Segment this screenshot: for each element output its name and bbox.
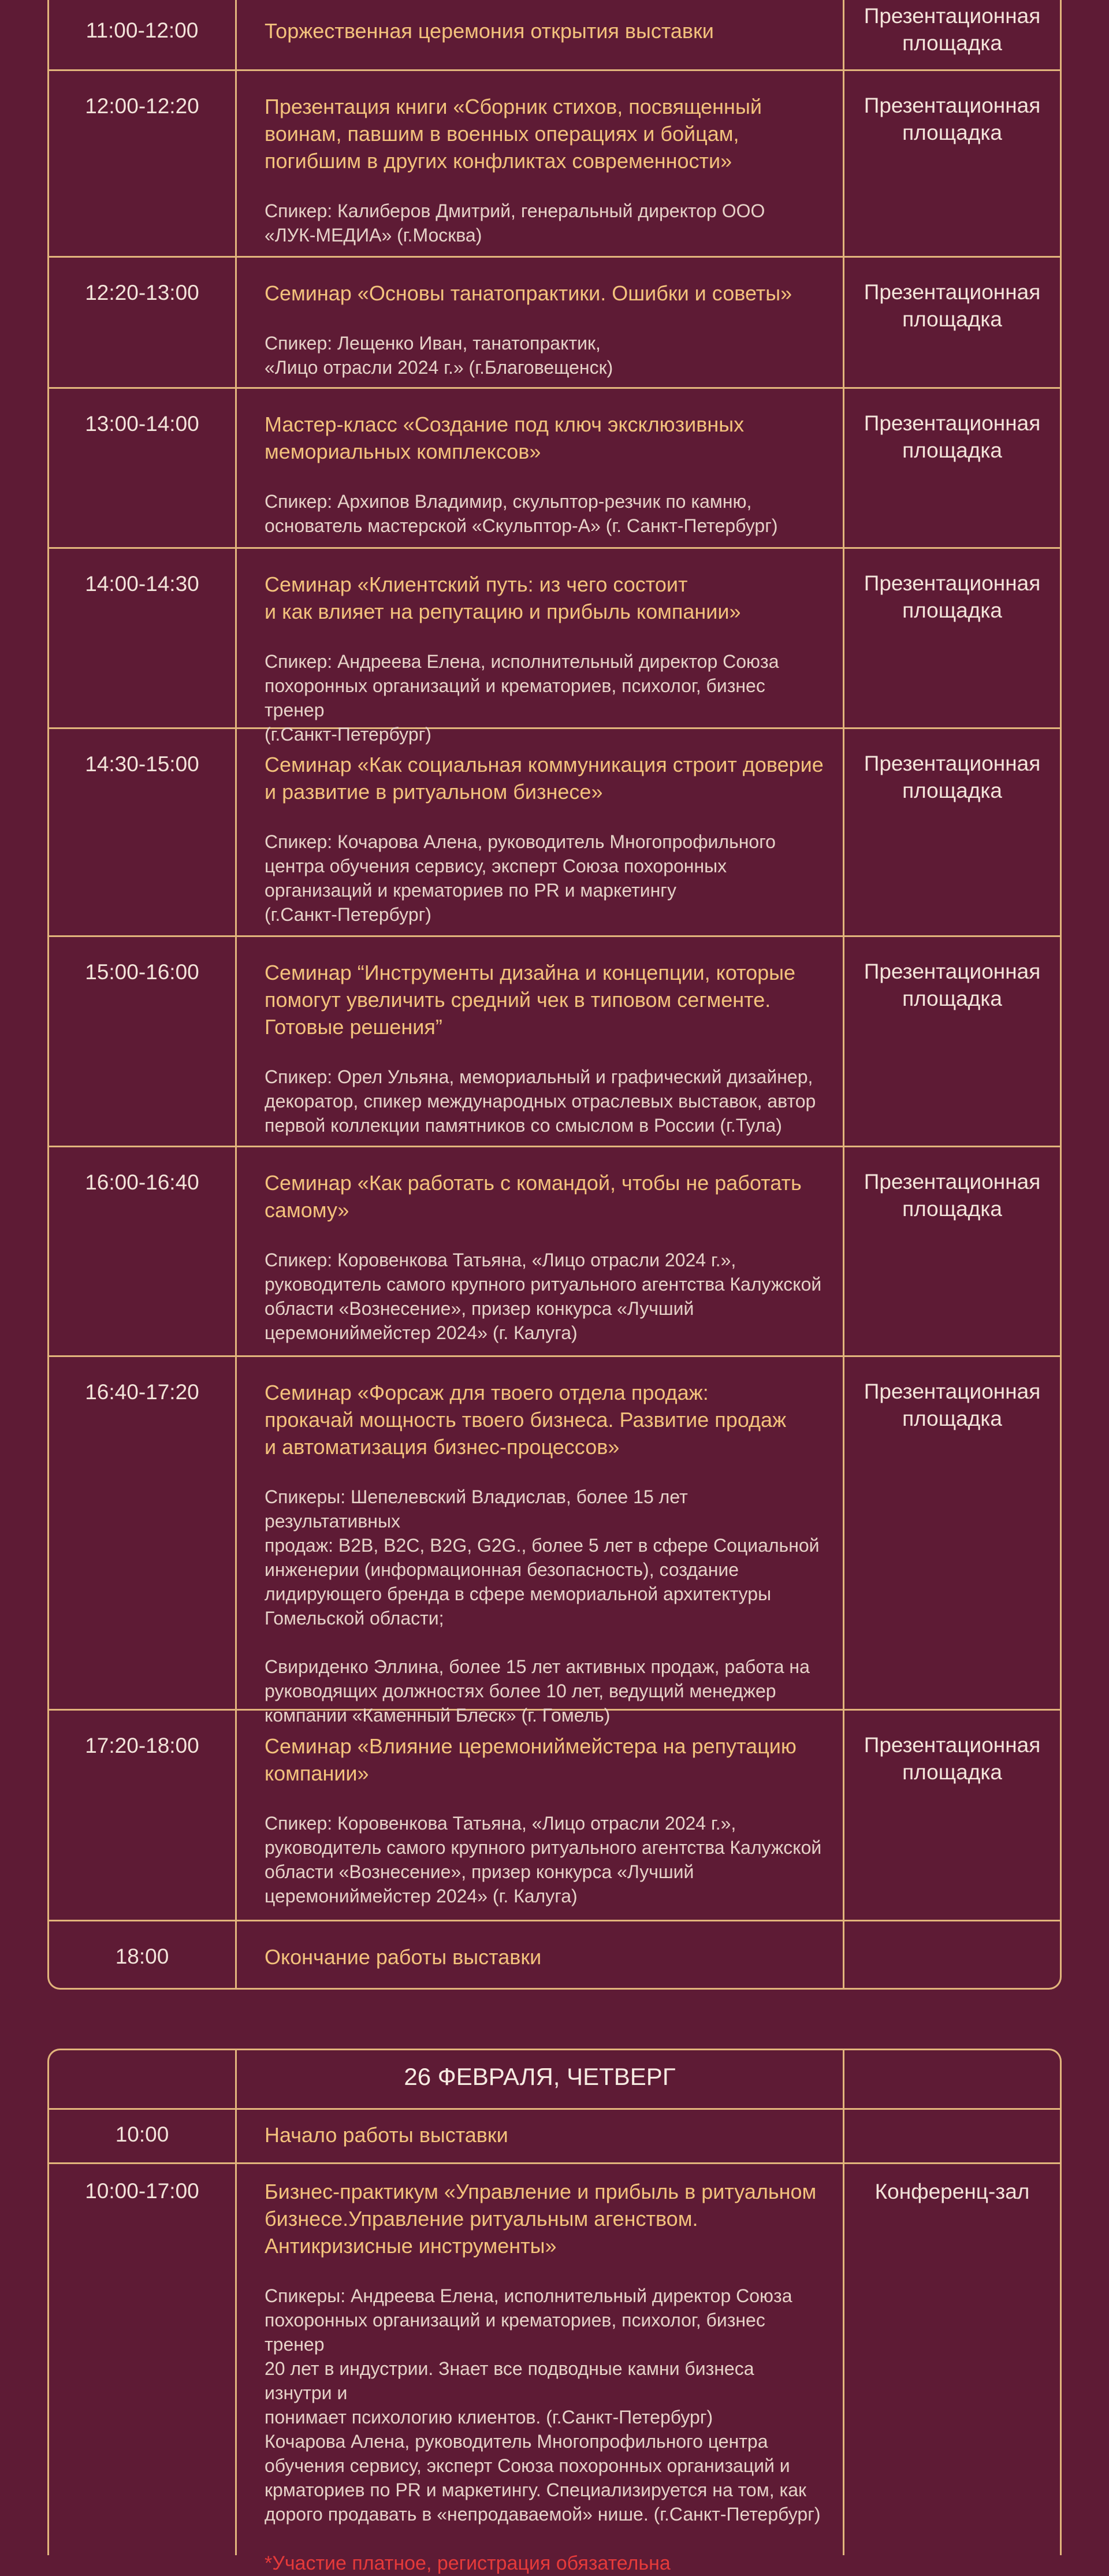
session-time: 10:00-17:00 xyxy=(49,2164,237,2555)
session-title: Мастер-класс «Создание под ключ эксклюзивных мемориальных комплексов» xyxy=(265,412,745,463)
schedule-row xyxy=(49,2162,1060,2574)
session-speaker: Спикер: Лещенко Иван, танатопрактик, «Лицо отрасли 2024 г.» (г.Благовещенск) xyxy=(265,333,613,378)
day1-schedule-table xyxy=(47,0,1062,1990)
registration-notice: *Участие платное, регистрация обязательна xyxy=(265,2552,671,2574)
schedule-row xyxy=(49,1355,1060,1726)
session-title: Семинар «Форсаж для твоего отдела продаж: прокачай мощность твоего бизнеса. Развитие продаж и автоматизация бизнес-процессов» xyxy=(265,1381,787,1459)
schedule-row xyxy=(49,69,1060,256)
session-venue: Презентационная площадка xyxy=(864,960,1041,1010)
session-time: 15:00-16:00 xyxy=(49,937,237,1146)
schedule-row xyxy=(49,256,1060,387)
session-venue: Презентационная площадка xyxy=(864,752,1041,802)
session-title: Семинар “Инструменты дизайна и концепции, которые помогут увеличить средний чек в типовом сегменте. Готовые решения” xyxy=(265,961,796,1039)
session-speaker: Спикер: Коровенкова Татьяна, «Лицо отрасли 2024 г.», руководитель самого крупного ритуального агентства Калужской области «Вознесение», призер конкурса «Лучший церемониймейстер 2024» (г. Калуга) xyxy=(265,1250,822,1343)
session-time: 17:20-18:00 xyxy=(49,1711,237,1920)
session-speaker: Спикеры: Шепелевский Владислав, более 15 лет результативных продаж: B2B, B2C, B2G, G2G., более 5 лет в сфере Социальной инженерии (информационная безопасность), создание лидирующего бренда в сфере мемориальной архитектуры Гомельской области; Свириденко Эллина, более 15 лет активных продаж, работа на руководящих должностях более 10 лет, ведущий менеджер компании «Каменный Блеск» (г. Гомель) xyxy=(265,1486,820,1726)
session-venue: Презентационная площадка xyxy=(864,1380,1041,1430)
schedule-row xyxy=(49,0,1060,69)
session-time: 11:00-12:00 xyxy=(49,0,237,69)
session-speaker: Спикер: Архипов Владимир, скульптор-резчик по камню, основатель мастерской «Скульптор-А» (г. Санкт-Петербург) xyxy=(265,491,778,536)
session-time: 14:30-15:00 xyxy=(49,729,237,935)
session-venue: Презентационная площадка xyxy=(864,1733,1041,1784)
session-speaker: Спикер: Орел Ульяна, мемориальный и графический дизайнер, декоратор, спикер международных отраслевых выставок, автор первой коллекции памятников со смыслом в России (г.Тула) xyxy=(265,1066,816,1136)
session-time: 16:00-16:40 xyxy=(49,1147,237,1355)
session-venue: Презентационная площадка xyxy=(864,94,1041,144)
session-time: 12:00-12:20 xyxy=(49,71,237,256)
session-title: Начало работы выставки xyxy=(265,2123,508,2147)
session-venue: Презентационная площадка xyxy=(864,571,1041,622)
session-title: Презентация книги «Сборник стихов, посвященный воинам, павшим в военных операциях и бойцам, погибшим в других конфликтах современности» xyxy=(265,95,762,173)
session-venue xyxy=(844,2110,1060,2162)
schedule-row xyxy=(49,935,1060,1146)
session-venue: Презентационная площадка xyxy=(864,1170,1041,1221)
session-time: 13:00-14:00 xyxy=(49,389,237,547)
schedule-row xyxy=(49,1709,1060,1920)
session-speaker: Спикер: Андреева Елена, исполнительный директор Союза похоронных организаций и крематориев, психолог, бизнес тренер (г.Санкт-Петербург) xyxy=(265,651,779,745)
session-time: 14:00-14:30 xyxy=(49,549,237,727)
session-speaker: Спикеры: Андреева Елена, исполнительный директор Союза похоронных организаций и крематориев, психолог, бизнес тренер 20 лет в индустрии. Знает все подводные камни бизнеса изнутри и понимает психологию клиентов. (г.Санкт-Петербург) Кочарова Алена, руководитель Многопрофильного центра обучения сервису, эксперт Союза похоронных организаций и крматориев по PR и маркетингу. Специализируется на том, как дорого продавать в «непродаваемой» нише. (г.Санкт-Петербург) xyxy=(265,2285,821,2525)
schedule-row xyxy=(49,2108,1060,2162)
schedule-row xyxy=(49,387,1060,547)
day2-schedule-table xyxy=(47,2049,1062,2574)
session-time: 16:40-17:20 xyxy=(49,1357,237,1709)
session-venue: Презентационная площадка xyxy=(864,411,1041,462)
session-title: Семинар «Влияние церемониймейстера на репутацию компании» xyxy=(265,1734,797,1785)
session-speaker: Спикер: Коровенкова Татьяна, «Лицо отрасли 2024 г.», руководитель самого крупного ритуального агентства Калужской области «Вознесение», призер конкурса «Лучший церемониймейстер 2024» (г. Калуга) xyxy=(265,1813,822,1906)
schedule-row xyxy=(49,547,1060,745)
session-venue: Презентационная площадка xyxy=(864,4,1041,55)
session-time: 10:00 xyxy=(49,2110,237,2162)
session-time: 18:00 xyxy=(49,1921,237,1988)
session-title: Семинар «Основы танатопрактики. Ошибки и советы» xyxy=(265,281,792,305)
session-speaker: Спикер: Кочарова Алена, руководитель Многопрофильного центра обучения сервису, эксперт Союза похоронных организаций и крематориев по PR и маркетингу (г.Санкт-Петербург) xyxy=(265,831,776,925)
session-title: Семинар «Клиентский путь: из чего состоит и как влияет на репутацию и прибыль компании» xyxy=(265,573,741,623)
session-venue: Презентационная площадка xyxy=(864,280,1041,331)
session-time: 12:20-13:00 xyxy=(49,258,237,387)
schedule-row xyxy=(49,1146,1060,1355)
day-heading: 26 ФЕВРАЛЯ, ЧЕТВЕРГ xyxy=(404,2063,676,2090)
schedule-row xyxy=(49,1920,1060,1988)
session-venue: Конференц-зал xyxy=(874,2180,1030,2203)
session-title: Торжественная церемония открытия выставки xyxy=(265,19,714,43)
session-speaker: Спикер: Калиберов Дмитрий, генеральный директор ООО «ЛУК-МЕДИА» (г.Москва) xyxy=(265,200,765,246)
day-header-row xyxy=(49,2050,1060,2108)
session-venue xyxy=(844,1921,1060,1988)
session-title: Окончание работы выставки xyxy=(265,1945,542,1969)
session-title: Бизнес-практикум «Управление и прибыль в ритуальном бизнесе.Управление ритуальным агенством. Антикризисные инструменты» xyxy=(265,2180,817,2258)
session-title: Семинар «Как социальная коммуникация строит доверие и развитие в ритуальном бизнесе» xyxy=(265,753,824,804)
schedule-row xyxy=(49,727,1060,935)
session-title: Семинар «Как работать с командой, чтобы не работать самому» xyxy=(265,1171,802,1222)
